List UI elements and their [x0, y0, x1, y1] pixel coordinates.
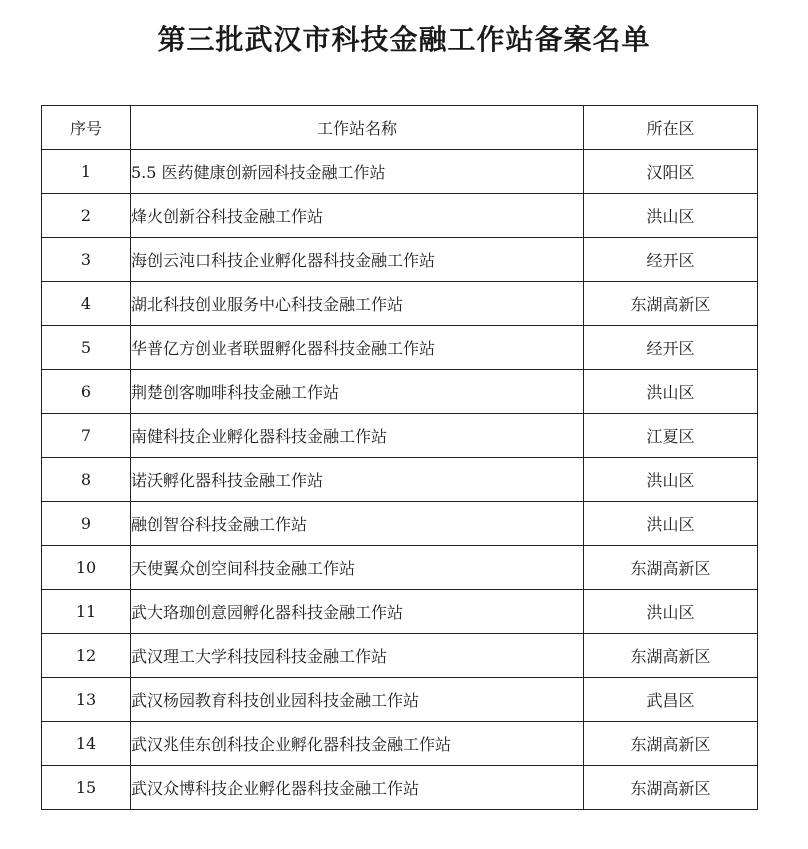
cell-station-name: 荆楚创客咖啡科技金融工作站: [131, 370, 584, 414]
cell-station-name: 武汉众博科技企业孵化器科技金融工作站: [131, 766, 584, 810]
cell-district: 东湖高新区: [584, 546, 758, 590]
cell-serial-number: 12: [42, 634, 131, 678]
table-row: [42, 546, 758, 590]
cell-serial-number: 7: [42, 414, 131, 458]
cell-station-name: 武大珞珈创意园孵化器科技金融工作站: [131, 590, 584, 634]
cell-district: 洪山区: [584, 194, 758, 238]
cell-district: 东湖高新区: [584, 282, 758, 326]
cell-district: 洪山区: [584, 370, 758, 414]
cell-serial-number: 2: [42, 194, 131, 238]
table-row: [42, 150, 758, 194]
table-row: [42, 634, 758, 678]
header-station-name: 工作站名称: [131, 106, 584, 150]
table-row: [42, 590, 758, 634]
cell-serial-number: 14: [42, 722, 131, 766]
table-row: [42, 326, 758, 370]
cell-serial-number: 5: [42, 326, 131, 370]
table-row: [42, 370, 758, 414]
header-serial-number: 序号: [42, 106, 131, 150]
cell-serial-number: 3: [42, 238, 131, 282]
table-row: [42, 194, 758, 238]
cell-district: 江夏区: [584, 414, 758, 458]
table-row: [42, 458, 758, 502]
cell-station-name: 武汉理工大学科技园科技金融工作站: [131, 634, 584, 678]
table-row: [42, 678, 758, 722]
table-row: [42, 282, 758, 326]
cell-district: 洪山区: [584, 590, 758, 634]
cell-serial-number: 8: [42, 458, 131, 502]
table-row: [42, 766, 758, 810]
cell-station-name: 天使翼众创空间科技金融工作站: [131, 546, 584, 590]
table-row: [42, 414, 758, 458]
cell-serial-number: 13: [42, 678, 131, 722]
table-header: [42, 106, 758, 150]
cell-district: 经开区: [584, 238, 758, 282]
cell-serial-number: 11: [42, 590, 131, 634]
table-row: [42, 722, 758, 766]
cell-station-name: 武汉杨园教育科技创业园科技金融工作站: [131, 678, 584, 722]
cell-station-name: 5.5 医药健康创新园科技金融工作站: [131, 150, 584, 194]
cell-station-name: 融创智谷科技金融工作站: [131, 502, 584, 546]
table-row: [42, 238, 758, 282]
cell-station-name: 武汉兆佳东创科技企业孵化器科技金融工作站: [131, 722, 584, 766]
cell-station-name: 湖北科技创业服务中心科技金融工作站: [131, 282, 584, 326]
filing-list-table: [41, 105, 758, 810]
table-row: [42, 502, 758, 546]
cell-station-name: 海创云沌口科技企业孵化器科技金融工作站: [131, 238, 584, 282]
cell-district: 武昌区: [584, 678, 758, 722]
table-body: [42, 150, 758, 810]
cell-serial-number: 6: [42, 370, 131, 414]
cell-district: 经开区: [584, 326, 758, 370]
cell-district: 东湖高新区: [584, 766, 758, 810]
header-district: 所在区: [584, 106, 758, 150]
cell-district: 汉阳区: [584, 150, 758, 194]
cell-serial-number: 4: [42, 282, 131, 326]
cell-district: 东湖高新区: [584, 722, 758, 766]
cell-serial-number: 10: [42, 546, 131, 590]
header-row: [42, 106, 758, 150]
cell-district: 东湖高新区: [584, 634, 758, 678]
cell-serial-number: 9: [42, 502, 131, 546]
cell-serial-number: 15: [42, 766, 131, 810]
cell-station-name: 烽火创新谷科技金融工作站: [131, 194, 584, 238]
page-title: 第三批武汉市科技金融工作站备案名单: [157, 23, 651, 56]
cell-district: 洪山区: [584, 502, 758, 546]
cell-serial-number: 1: [42, 150, 131, 194]
cell-station-name: 华普亿方创业者联盟孵化器科技金融工作站: [131, 326, 584, 370]
cell-station-name: 南健科技企业孵化器科技金融工作站: [131, 414, 584, 458]
cell-station-name: 诺沃孵化器科技金融工作站: [131, 458, 584, 502]
cell-district: 洪山区: [584, 458, 758, 502]
